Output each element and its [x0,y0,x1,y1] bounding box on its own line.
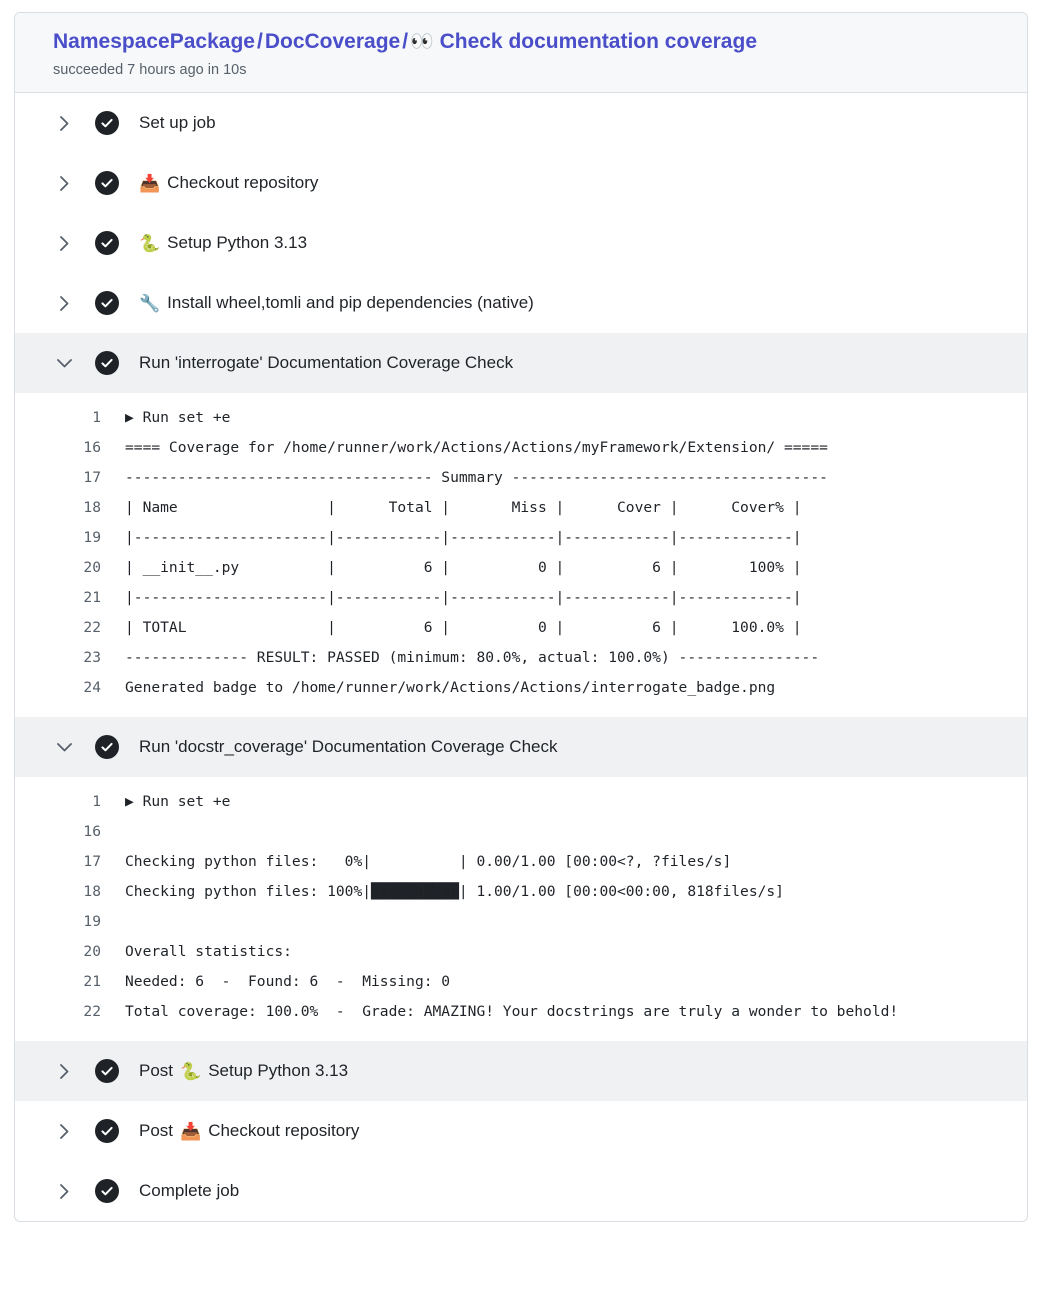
step-label [139,1121,359,1141]
log-line-text: |----------------------|------------|------------|------------|-------------| [125,589,802,607]
chevron-right-icon[interactable] [53,1184,75,1199]
log-line [15,613,1027,643]
step-label-text: Setup Python 3.13 [208,1061,349,1081]
log-line-number: 1 [92,793,101,811]
log-line-number: 19 [83,529,101,547]
step-emoji-icon: 📥 [180,1121,202,1141]
chevron-right-icon[interactable] [53,296,75,311]
step-label-text: Complete job [139,1181,240,1201]
step-label-text: Checkout repository [167,173,319,193]
breadcrumb-separator-2: / [402,30,409,53]
step-row-run-docstr-coverage-check[interactable] [15,717,1027,777]
step-emoji-icon: 🐍 [180,1061,202,1081]
log-line-number: 18 [83,883,101,901]
breadcrumb [53,29,1027,55]
breadcrumb-workflow[interactable]: DocCoverage [264,30,401,53]
step-emoji-icon: 🐍 [139,233,161,253]
log-line-number: 1 [92,409,101,427]
log-line-text: | Name | Total | Miss | Cover | Cover% | [125,499,802,517]
log-line-text: Needed: 6 - Found: 6 - Missing: 0 [125,973,451,991]
check-circle-icon [95,171,119,195]
step-label [139,353,513,373]
log-line-number: 23 [83,649,101,667]
step-row-install-dependencies[interactable] [15,273,1027,333]
log-line-text: Overall statistics: [125,943,292,961]
step-label-text: Install wheel,tomli and pip dependencies (native) [167,293,534,313]
workflow-job-panel [14,12,1028,1222]
log-line [15,787,1027,817]
log-line [15,433,1027,463]
step-label [139,113,216,133]
log-line-number: 24 [83,679,101,697]
log-line-number: 20 [83,559,101,577]
step-emoji-icon: 🔧 [139,293,161,313]
log-line-text: Checking python files: 0%| | 0.00/1.00 [00:00<?, ?files/s] [125,853,732,871]
step-log-run-docstr-coverage-check [15,777,1027,1041]
log-line-number: 17 [83,853,101,871]
log-line [15,523,1027,553]
step-row-complete-job[interactable] [15,1161,1027,1221]
breadcrumb-separator-1: / [256,30,263,53]
step-label-text: Run 'interrogate' Documentation Coverage Check [139,353,514,373]
check-circle-icon [95,1059,119,1083]
breadcrumb-job-title[interactable]: Check documentation coverage [439,30,757,53]
log-line [15,463,1027,493]
chevron-right-icon[interactable] [53,176,75,191]
log-line [15,553,1027,583]
log-line-number: 20 [83,943,101,961]
log-line-text: | __init__.py | 6 | 0 | 6 | 100% | [125,559,802,577]
step-label [139,737,558,757]
log-line [15,877,1027,907]
log-line-text: Generated badge to /home/runner/work/Actions/Actions/interrogate_badge.png [125,679,776,697]
log-line [15,673,1027,703]
log-line-number: 16 [83,823,101,841]
chevron-right-icon[interactable] [53,1124,75,1139]
breadcrumb-repo[interactable]: NamespacePackage [53,30,255,53]
log-line-number: 17 [83,469,101,487]
log-line-text: Checking python files: 100%|██████████| 1.00/1.00 [00:00<00:00, 818files/s] [125,883,784,901]
log-line-text: Total coverage: 100.0% - Grade: AMAZING! Your docstrings are truly a wonder to behold! [125,1003,899,1021]
log-line [15,583,1027,613]
log-line [15,937,1027,967]
log-line-text: ▶ Run set +e [125,793,231,811]
log-line-number: 18 [83,499,101,517]
log-line-text: ▶ Run set +e [125,409,231,427]
log-line-text: ==== Coverage for /home/runner/work/Actions/Actions/myFramework/Extension/ ===== [125,439,828,457]
step-row-run-interrogate-check[interactable] [15,333,1027,393]
step-label-text: Set up job [139,113,216,133]
check-circle-icon [95,111,119,135]
check-circle-icon [95,291,119,315]
step-label-prefix: Post [139,1061,174,1081]
eyes-icon: 👀 [410,31,434,53]
log-line [15,967,1027,997]
log-line-number: 21 [83,973,101,991]
chevron-right-icon[interactable] [53,236,75,251]
log-line [15,817,1027,847]
step-label [139,1061,348,1081]
log-line-number: 22 [83,619,101,637]
step-label-text: Checkout repository [208,1121,360,1141]
step-row-checkout-repository[interactable] [15,153,1027,213]
log-line [15,403,1027,433]
log-line-text: -------------- RESULT: PASSED (minimum: 80.0%, actual: 100.0%) ---------------- [125,649,820,667]
step-label [139,293,534,313]
log-line [15,847,1027,877]
log-line-text: | TOTAL | 6 | 0 | 6 | 100.0% | [125,619,802,637]
step-label [139,1181,239,1201]
step-label-prefix: Post [139,1121,174,1141]
check-circle-icon [95,1119,119,1143]
step-row-set-up-job[interactable] [15,93,1027,153]
log-line [15,907,1027,937]
chevron-down-icon[interactable] [53,742,75,753]
step-row-post-checkout-repository[interactable] [15,1101,1027,1161]
check-circle-icon [95,231,119,255]
step-label-text: Run 'docstr_coverage' Documentation Coverage Check [139,737,558,757]
log-line [15,997,1027,1027]
job-status-line: succeeded 7 hours ago in 10s [53,62,247,79]
log-line-number: 19 [83,913,101,931]
chevron-down-icon[interactable] [53,358,75,369]
step-log-run-interrogate-check [15,393,1027,717]
step-row-setup-python[interactable] [15,213,1027,273]
step-label-text: Setup Python 3.13 [167,233,308,253]
page-root [0,12,1042,1301]
log-line-number: 16 [83,439,101,457]
log-line [15,643,1027,673]
log-line-text: |----------------------|------------|------------|------------|-------------| [125,529,802,547]
log-line-text: ----------------------------------- Summary ------------------------------------ [125,469,828,487]
job-header [15,13,1027,93]
check-circle-icon [95,735,119,759]
log-line [15,493,1027,523]
chevron-right-icon[interactable] [53,116,75,131]
step-row-post-setup-python[interactable] [15,1041,1027,1101]
check-circle-icon [95,1179,119,1203]
log-line-number: 22 [83,1003,101,1021]
chevron-right-icon[interactable] [53,1064,75,1079]
job-step-list [15,93,1027,1221]
step-label [139,173,318,193]
check-circle-icon [95,351,119,375]
log-line-number: 21 [83,589,101,607]
step-label [139,233,307,253]
step-emoji-icon: 📥 [139,173,161,193]
